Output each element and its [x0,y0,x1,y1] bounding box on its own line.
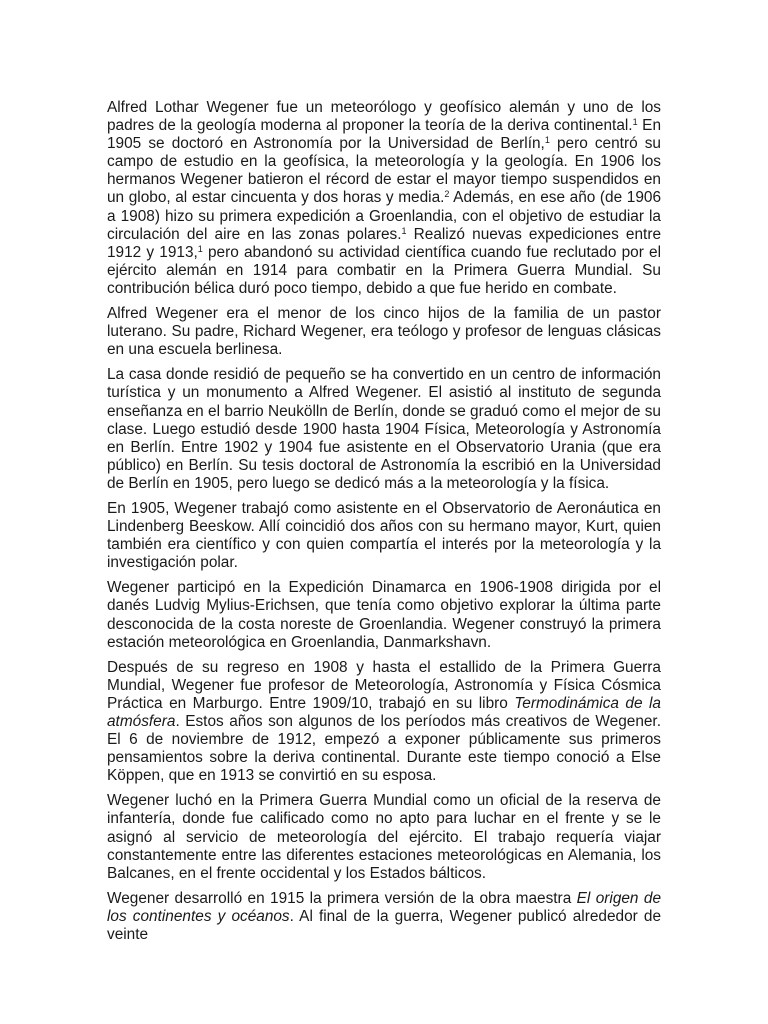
paragraph-text: pero centró su campo de estudio en la geofísica, la meteorología y la geología. En 1906 los hermanos Wegener batieron el récord de estar el mayor tiempo suspendidos en un globo, al estar cincuenta y dos horas y media. [107,135,661,207]
paragraph [107,99,661,298]
paragraph [107,579,661,651]
paragraph [107,890,661,944]
paragraph-text: Wegener luchó en la Primera Guerra Mundial como un oficial de la reserva de infantería, donde fue calificado como no apto para luchar en el frente y se le asignó al servicio de meteorología del ejército. El trabajo requería viajar constantemente entre las diferentes estaciones meteorológicas en Alemania, los Balcanes, en el frente occidental y los Estados bálticos. [107,792,661,882]
paragraph [107,659,661,786]
book-title: Termodinámica de la atmósfera [107,694,661,730]
paragraph-text: La casa donde residió de pequeño se ha convertido en un centro de información turística y un monumento a Alfred Wegener. El asistió al instituto de segunda enseñanza en el barrio Neukölln de Berlín, donde se graduó como el mejor de su clase. Luego estudió desde 1900 hasta 1904 Física, Meteorología y Astronomía en Berlín. Entre 1902 y 1904 fue asistente en el Observatorio Urania (que era público) en Berlín. Su tesis doctoral de Astronomía la escribió en la Universidad de Berlín en 1905, pero luego se dedicó más a la meteorología y la física. [107,366,661,492]
document-page [107,99,661,951]
paragraph-text: Alfred Wegener era el menor de los cinco hijos de la familia de un pastor luterano. Su padre, Richard Wegener, era teólogo y profesor de lenguas clásicas en una escuela berlinesa. [107,305,661,359]
paragraph-text: En 1905 se doctoró en Astronomía por la Universidad de Berlín, [107,117,661,153]
paragraph-text: Realizó nuevas expediciones entre 1912 y 1913, [107,225,662,261]
paragraph-text: En 1905, Wegener trabajó como asistente en el Observatorio de Aeronáutica en Lindenberg Beeskow. Allí coincidió dos años con su hermano mayor, Kurt, quien también era científico y con quien compartía el interés por la meteorología y la investigación polar. [107,499,661,572]
paragraph-text: Wegener participó en la Expedición Dinamarca en 1906-1908 dirigida por el danés Ludvig Mylius-Erichsen, que tenía como objetivo explorar la última parte desconocida de la costa noreste de Groenlandia. Wegener construyó la primera estación meteorológica en Groenlandia, Danmarkshavn. [107,579,661,651]
footnote-reference: 1 [544,135,550,146]
book-title: El origen de los continentes y océanos [107,889,662,925]
paragraph-text: . Al final de la guerra, Wegener publicó alrededor de veinte [107,907,662,944]
paragraph [107,500,661,572]
paragraph-text: Wegener desarrolló en 1915 la primera versión de la obra maestra [107,889,577,907]
paragraph-text: Después de su regreso en 1908 y hasta el estallido de la Primera Guerra Mundial, Wegener fue profesor de Meteorología, Astronomía y Física Cósmica Práctica en Marburgo. Entre 1909/10, trabajó en su libro [107,658,661,712]
paragraph [107,305,661,359]
paragraph-text: pero abandonó su actividad científica cuando fue reclutado por el ejército alemán en 1914 para combatir en la Primera Guerra Mundial. Su contribución bélica duró poco tiempo, debido a que fue herido en combate. [107,243,661,297]
paragraph-text: Alfred Lothar Wegener fue un meteorólogo y geofísico alemán y uno de los padres de la geología moderna al proponer la teoría de la deriva continental. [107,99,661,135]
paragraph-text: . Estos años son algunos de los períodos más creativos de Wegener. El 6 de noviembre de 1912, empezó a exponer públicamente sus primeros pensamientos sobre la deriva continental. Durante este tiempo conoció a Else Köppen, que en 1913 se convirtió en su esposa. [107,713,661,785]
paragraph [107,792,661,882]
footnote-reference: 1 [632,117,638,128]
paragraph [107,366,661,493]
footnote-reference: 1 [401,225,407,236]
footnote-reference: 1 [197,243,203,254]
footnote-reference: 2 [444,189,450,200]
paragraph-text: Además, en ese año (de 1906 a 1908) hizo su primera expedición a Groenlandia, con el objetivo de estudiar la circulación del aire en las zonas polares. [107,189,662,243]
